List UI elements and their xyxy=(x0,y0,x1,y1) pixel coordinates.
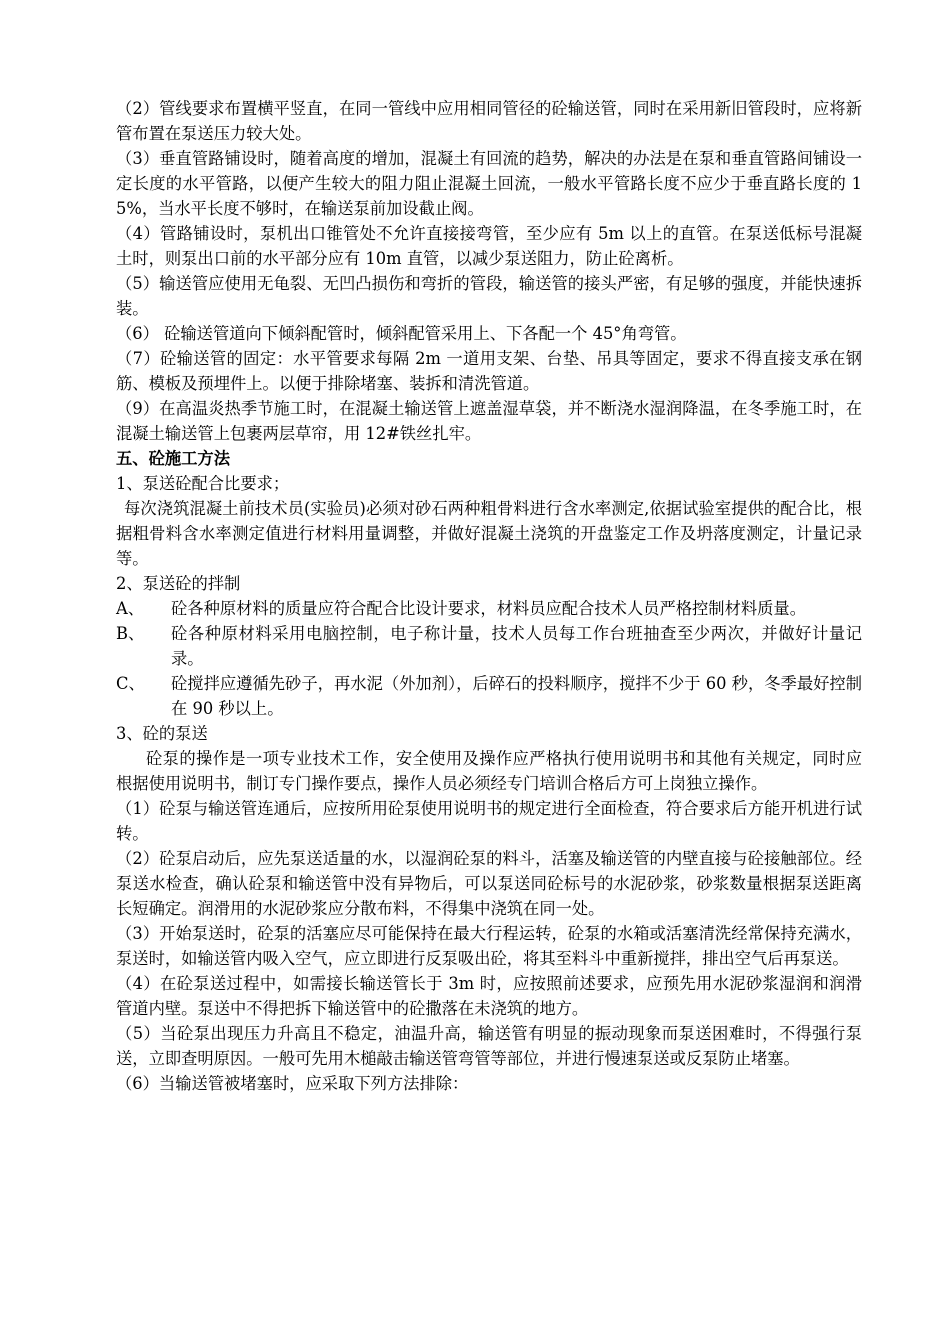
sub1-title: 1、泵送砼配合比要求； xyxy=(116,474,290,493)
paragraph-pipe-fixing: （7）砼输送管的固定：水平管要求每隔 2m 一道用支架、台垫、吊具等固定，要求不得直接支承在钢筋、模板及预埋件上。以便于排除堵塞、装拆和清洗管道。 xyxy=(116,349,862,393)
list-item xyxy=(116,621,862,671)
sub3-paragraph: （3）开始泵送时，砼泵的活塞应尽可能保持在最大行程运转，砼泵的水箱或活塞清洗经常保持充满水，泵送时，如输送管内吸入空气，应立即进行反泵吸出砼，将其至料斗中重新搅拌，排出空气后再泵送。 xyxy=(116,924,862,968)
paragraph-season: （9）在高温炎热季节施工时，在混凝土输送管上遮盖湿草袋，并不断浇水湿润降温，在冬季施工时，在混凝土输送管上包裹两层草帘，用 12#铁丝扎牢。 xyxy=(116,399,862,443)
list-item xyxy=(116,596,862,621)
sub3-intro: 砼泵的操作是一项专业技术工作，安全使用及操作应严格执行使用说明书和其他有关规定，同时应根据使用说明书，制订专门操作要点，操作人员必须经专门培训合格后方可上岗独立操作。 xyxy=(116,749,862,793)
list-text: 砼各种原材料的质量应符合配合比设计要求，材料员应配合技术人员严格控制材料质量。 xyxy=(171,599,806,618)
paragraph-pipe-quality: （5）输送管应使用无龟裂、无凹凸损伤和弯折的管段，输送管的接头严密，有足够的强度，并能快速拆装。 xyxy=(116,274,862,318)
sub3-paragraph: （5）当砼泵出现压力升高且不稳定，油温升高，输送管有明显的振动现象而泵送困难时，不得强行泵送，立即查明原因。一般可先用木槌敲击输送管弯管等部位，并进行慢速泵送或反泵防止堵塞。 xyxy=(116,1024,862,1068)
paragraph-pipe-layout: （2）管线要求布置横平竖直，在同一管线中应用相同管径的砼输送管，同时在采用新旧管段时，应将新管布置在泵送压力较大处。 xyxy=(116,99,862,143)
list-marker: A、 xyxy=(116,599,145,618)
sub3-paragraph: （6）当输送管被堵塞时，应采取下列方法排除： xyxy=(116,1074,469,1093)
paragraph-vertical-pipe: （3）垂直管路铺设时，随着高度的增加，混凝土有回流的趋势，解决的办法是在泵和垂直管路间铺设一定长度的水平管路，以便产生较大的阻力阻止混凝土回流，一般水平管路长度不应少于垂直路长度的 15%，当水平长度不够时，在输送泵前加设截止阀。 xyxy=(116,149,862,218)
list-marker: B、 xyxy=(116,624,145,643)
sub1-body: 每次浇筑混凝土前技术员(实验员)必须对砂石两种粗骨料进行含水率测定,依据试验室提供的配合比，根据粗骨料含水率测定值进行材料用量调整，并做好混凝土浇筑的开盘鉴定工作及坍落度测定，计量记录等。 xyxy=(116,499,862,568)
section-heading: 五、砼施工方法 xyxy=(116,449,230,468)
list-text: 砼搅拌应遵循先砂子，再水泥（外加剂），后碎石的投料顺序，搅拌不少于 60 秒，冬季最好控制在 90 秒以上。 xyxy=(171,674,862,718)
paragraph-pipe-outlet: （4）管路铺设时，泵机出口锥管处不允许直接接弯管，至少应有 5m 以上的直管。在泵送低标号混凝土时，则泵出口前的水平部分应有 10m 直管，以减少泵送阻力，防止砼离析。 xyxy=(116,224,862,268)
sub3-paragraph: （4）在砼泵送过程中，如需接长输送管长于 3m 时，应按照前述要求，应预先用水泥砂浆湿润和润滑管道内壁。泵送中不得把拆下输送管中的砼撒落在未浇筑的地方。 xyxy=(116,974,862,1018)
paragraph-incline-pipe: （6） 砼输送管道向下倾斜配管时，倾斜配管采用上、下各配一个 45°角弯管。 xyxy=(116,324,687,343)
list-text: 砼各种原材料采用电脑控制，电子称计量，技术人员每工作台班抽查至少两次，并做好计量记录。 xyxy=(171,624,862,668)
sub3-paragraph: （2）砼泵启动后，应先泵送适量的水，以湿润砼泵的料斗，活塞及输送管的内壁直接与砼接触部位。经泵送水检查，确认砼泵和输送管中没有异物后，可以泵送同砼标号的水泥砂浆，砂浆数量根据泵送距离长短确定。润滑用的水泥砂浆应分散布料，不得集中浇筑在同一处。 xyxy=(116,849,862,918)
sub3-title: 3、砼的泵送 xyxy=(116,724,208,743)
sub3-paragraph: （1）砼泵与输送管连通后，应按所用砼泵使用说明书的规定进行全面检查，符合要求后方能开机进行试转。 xyxy=(116,799,862,843)
list-marker: C、 xyxy=(116,674,145,693)
list-item xyxy=(116,671,862,721)
sub2-title: 2、泵送砼的拌制 xyxy=(116,574,241,593)
